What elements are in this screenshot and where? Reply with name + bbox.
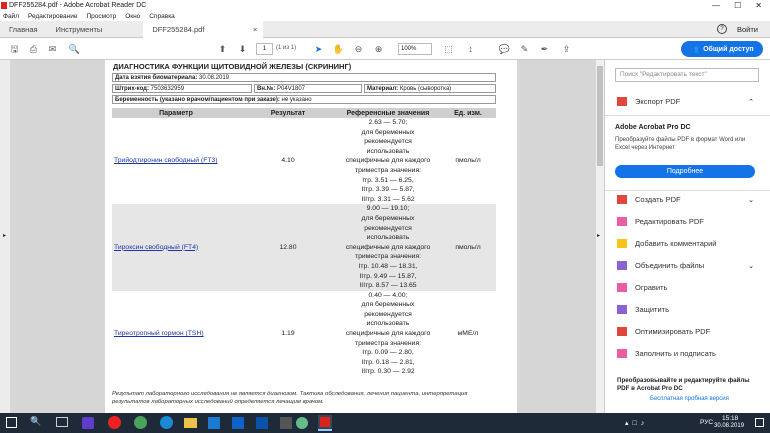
col-unit: Ед. изм.: [440, 108, 496, 118]
result-value: 1.19: [281, 330, 295, 338]
ref-line: триместра значения:: [354, 166, 422, 174]
share-label: Общий доступ: [703, 45, 754, 53]
param-link[interactable]: Трийодтиронин свободный (FT3): [114, 157, 218, 165]
edit-pdf-icon: [617, 217, 627, 226]
table-row: [112, 291, 496, 377]
ref-line: рекомендуется: [364, 224, 412, 232]
ref-line: 0.40 — 4.00;: [368, 291, 408, 299]
title-bar: [0, 0, 770, 11]
date-row: [112, 73, 496, 82]
col-result: Результат: [240, 108, 336, 118]
page-count: (1 из 1): [276, 45, 297, 51]
optimize-icon: [617, 327, 627, 336]
tab-document-label: DFF255284.pdf: [152, 24, 205, 34]
inner-number-label: Вн.№:: [257, 86, 276, 92]
chrome-icon[interactable]: [134, 416, 147, 429]
fit-page-icon[interactable]: ⬚: [444, 44, 453, 54]
promo-text: Преобразуйте файлы PDF в формат Word или Excel через Интернет: [615, 137, 746, 151]
ref-line: специфичные для каждого: [345, 243, 431, 251]
ref-line: IIтр. 3.39 — 5.87,: [361, 186, 415, 194]
tools-pane: [597, 60, 770, 413]
tab-tools[interactable]: Инструменты: [55, 24, 103, 34]
share-button[interactable]: [681, 41, 763, 57]
col-param: Параметр: [112, 108, 240, 118]
ref-values: [336, 118, 440, 204]
export-pdf-icon: [617, 97, 627, 106]
share-icon: 👥: [690, 46, 700, 53]
material-cell: [364, 84, 496, 93]
table-row: [112, 118, 496, 204]
clock-date[interactable]: 30.08.2019: [714, 423, 745, 429]
results-table: [112, 108, 496, 377]
tool-label: Объединить файлы: [635, 261, 705, 270]
barcode-cell: [112, 84, 252, 93]
menu-edit[interactable]: Редактирование: [27, 12, 78, 20]
ref-line: Iтр. 10.48 — 18.31,: [358, 262, 418, 270]
shield-icon: [617, 305, 627, 314]
menu-window[interactable]: Окно: [125, 12, 141, 20]
tab-document[interactable]: [143, 21, 263, 38]
store-icon[interactable]: [208, 417, 220, 429]
help-icon[interactable]: ?: [717, 24, 727, 34]
minimize-button[interactable]: —: [712, 1, 721, 10]
export-pdf-item[interactable]: [617, 97, 680, 106]
ref-line: IIтр. 0.18 — 2.81,: [361, 358, 415, 366]
tool-combine-files[interactable]: [617, 261, 704, 270]
promo-title: Adobe Acrobat Pro DC: [615, 124, 691, 131]
tool-label: Создать PDF: [635, 195, 681, 204]
unit-value: пмоль/л: [440, 204, 496, 290]
app-icon[interactable]: [296, 417, 308, 429]
maximize-button[interactable]: ☐: [734, 1, 742, 10]
menu-view[interactable]: Просмотр: [86, 12, 117, 20]
print-icon[interactable]: ⎙: [29, 44, 38, 54]
highlight-icon[interactable]: ✎: [520, 44, 529, 54]
ref-values: [336, 291, 440, 377]
pregnancy-row: [112, 95, 496, 104]
fill-sign-icon: [617, 349, 627, 358]
ref-line: триместра значения:: [354, 253, 422, 261]
share-upload-icon[interactable]: ⇪: [562, 44, 571, 54]
barcode-value: 7503632959: [150, 86, 185, 92]
mail-icon[interactable]: [232, 417, 244, 429]
chevron-up-icon[interactable]: ⌃: [748, 99, 754, 106]
close-tab-icon[interactable]: ×: [252, 24, 258, 34]
pro-promo-text: Преобразовывайте и редактируйте файлы PDF в Acrobat Pro DC: [617, 377, 750, 392]
promo-panel: [605, 115, 770, 191]
combine-icon: [617, 261, 627, 270]
scroll-mode-icon[interactable]: ↕: [468, 44, 473, 54]
sign-icon[interactable]: ✒: [540, 44, 549, 54]
zoom-select[interactable]: 100%: [398, 43, 432, 55]
email-icon[interactable]: ✉: [48, 44, 57, 54]
acrobat-taskbar-icon[interactable]: [318, 415, 332, 431]
ref-line: Iтр. 3.51 — 6.25,: [362, 176, 414, 184]
result-value: 4.10: [281, 157, 295, 165]
chevron-down-icon[interactable]: ⌄: [748, 197, 754, 204]
close-button[interactable]: ✕: [755, 1, 762, 10]
tool-label: Добавить комментарий: [635, 239, 717, 248]
windows-start-icon[interactable]: [6, 417, 17, 428]
tool-label: Оптимизировать PDF: [635, 327, 711, 336]
taskbar: [0, 413, 770, 433]
tools-search-input[interactable]: Поиск "Редактировать текст": [615, 68, 759, 82]
file-explorer-icon[interactable]: [184, 418, 197, 428]
col-ref: Референсные значения: [336, 108, 440, 118]
tool-fill-sign[interactable]: [617, 349, 716, 358]
param-link[interactable]: Тиреотропный гормон (TSH): [114, 330, 204, 338]
search-icon[interactable]: 🔍: [30, 416, 42, 426]
learn-more-button[interactable]: Подробнее: [615, 165, 755, 178]
ref-line: IIIтр. 3.31 — 5.62: [361, 195, 415, 203]
expand-left-icon: ▸: [3, 233, 7, 239]
unit-value: мМЕ/л: [457, 330, 479, 338]
tool-label: Заполнить и подписать: [635, 349, 716, 358]
next-page-icon[interactable]: ⬇: [238, 44, 247, 54]
chevron-down-icon[interactable]: ⌄: [748, 263, 754, 270]
export-pdf-label: Экспорт PDF: [635, 97, 681, 106]
app-icon[interactable]: [82, 417, 94, 429]
notification-icon[interactable]: [755, 418, 764, 427]
ref-line: для беременных: [361, 214, 415, 222]
comment-tool-icon: [617, 239, 627, 248]
table-row: [112, 204, 496, 290]
unit-value: пмоль/л: [455, 157, 481, 165]
inner-number-value: P04V1807: [276, 86, 306, 92]
create-pdf-icon: [617, 195, 627, 204]
date-value: 30.08.2019: [198, 75, 230, 81]
app-icon[interactable]: [280, 417, 292, 429]
ref-line: IIIтр. 8.57 — 13.65: [359, 282, 417, 290]
zoom-in-icon[interactable]: ⊕: [374, 44, 383, 54]
task-view-icon[interactable]: [56, 417, 68, 427]
ref-line: Iтр. 0.09 — 2.80,: [362, 349, 414, 357]
edge-icon[interactable]: [160, 416, 173, 429]
ref-line: для беременных: [361, 128, 415, 136]
pregnancy-value: не указано: [281, 97, 312, 103]
barcode-label: Штрих-код:: [115, 86, 149, 92]
tool-label: Защитить: [635, 305, 670, 314]
ref-line: использовать: [366, 234, 410, 242]
ref-line: триместра значения:: [354, 339, 422, 347]
toolbar: [0, 38, 770, 60]
zoom-out-icon[interactable]: ⊖: [354, 44, 363, 54]
app-icon: [1, 2, 7, 9]
material-label: Материал:: [367, 86, 399, 92]
menu-help[interactable]: Справка: [149, 12, 175, 20]
tool-add-comment[interactable]: [617, 239, 716, 248]
disclaimer-note: Результат лабораторного исследования не является диагнозом. Тактика обследования, лечения пациента, интерпретация результатов лабораторных исследований определяется лечащим врачом.: [112, 391, 468, 405]
tool-redact[interactable]: [617, 283, 667, 292]
menu-bar: [0, 11, 770, 21]
result-value: 12.80: [240, 204, 336, 290]
ref-line: рекомендуется: [364, 310, 412, 318]
tool-protect[interactable]: [617, 305, 669, 314]
page-number-input[interactable]: 1: [256, 43, 273, 55]
window-title: DFF255284.pdf - Adobe Acrobat Reader DC: [9, 2, 147, 9]
select-cursor-icon[interactable]: ➤: [314, 44, 323, 54]
ref-line: рекомендуется: [364, 138, 412, 146]
ref-line: специфичные для каждого: [345, 157, 431, 165]
document-title: ДИАГНОСТИКА ФУНКЦИИ ЩИТОВИДНОЙ ЖЕЛЕЗЫ (СКРИНИНГ): [113, 62, 352, 71]
comment-icon[interactable]: 💬: [498, 44, 511, 54]
ref-line: использовать: [366, 147, 410, 155]
ref-line: 9.00 — 19.10;: [366, 205, 410, 213]
inner-number-cell: [254, 84, 362, 93]
tool-optimize[interactable]: [617, 327, 710, 336]
clock-time[interactable]: 15:18: [722, 415, 739, 422]
language-indicator[interactable]: РУС: [700, 419, 714, 426]
collapse-pane-icon[interactable]: ▸: [597, 233, 601, 239]
signin-link[interactable]: Войти: [737, 24, 758, 34]
menu-file[interactable]: Файл: [3, 12, 19, 20]
ref-line: для беременных: [361, 301, 415, 309]
ref-line: 2.63 — 5.70;: [368, 119, 408, 126]
material-value: Кровь (сыворотка): [399, 86, 452, 92]
scrollbar-thumb[interactable]: [597, 66, 603, 166]
outlook-icon[interactable]: [256, 417, 268, 429]
tool-label: Редактировать PDF: [635, 217, 704, 226]
ref-values: [336, 204, 440, 290]
ref-line: IIтр. 9.49 — 15.87,: [359, 272, 417, 280]
ref-line: IIIтр. 0.30 — 2.92: [361, 368, 415, 376]
search-icon[interactable]: 🔍: [68, 44, 81, 54]
hand-tool-icon[interactable]: ✋: [332, 44, 345, 54]
ref-line: специфичные для каждого: [345, 330, 431, 338]
tool-create-pdf[interactable]: [617, 195, 681, 204]
ref-line: использовать: [366, 320, 410, 328]
tab-bar: [0, 21, 770, 38]
left-pane-toggle[interactable]: [0, 60, 10, 413]
date-label: Дата взятия биоматериала:: [115, 75, 198, 81]
param-link[interactable]: Тироксин свободный (FT4): [112, 204, 240, 290]
redact-icon: [617, 283, 627, 292]
document-viewport: [10, 60, 596, 413]
tool-edit-pdf[interactable]: [617, 217, 704, 226]
save-icon[interactable]: 🖫: [10, 44, 19, 54]
free-trial-link[interactable]: Бесплатная пробная версия: [650, 396, 729, 402]
tab-home[interactable]: Главная: [9, 24, 38, 34]
pdf-page: [105, 60, 517, 413]
yandex-browser-icon[interactable]: [108, 416, 121, 429]
pregnancy-label: Беременность (указано врачом/пациентом при заказе):: [115, 97, 280, 103]
tool-label: Огравить: [635, 283, 668, 292]
tray-icons[interactable]: ▴□♪: [625, 420, 649, 427]
prev-page-icon[interactable]: ⬆: [218, 44, 227, 54]
